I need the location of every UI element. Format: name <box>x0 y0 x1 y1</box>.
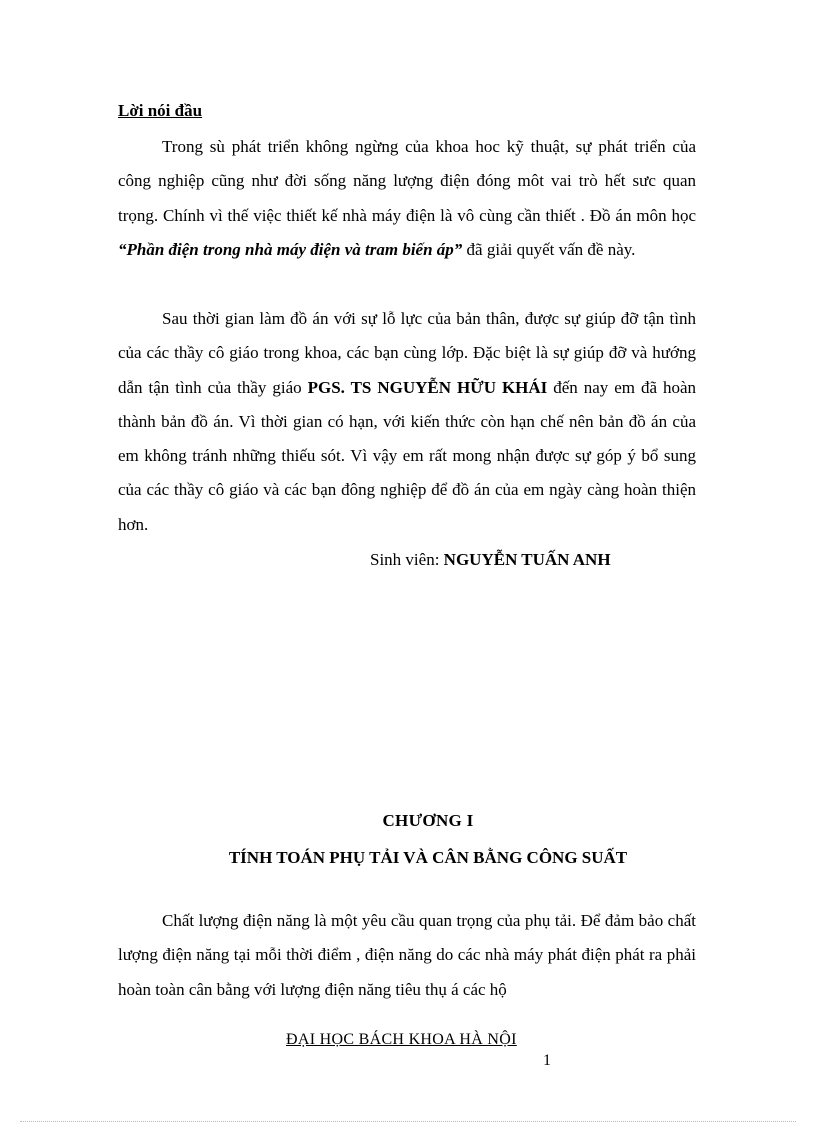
signature-label: Sinh viên: <box>370 550 444 569</box>
chapter-title <box>0 848 816 868</box>
chapter-number <box>0 811 816 831</box>
preface-heading: Lời nói đầu <box>118 101 203 120</box>
preface-paragraph-2 <box>118 302 696 542</box>
chapter-title-text: TÍNH TOÁN PHỤ TẢI VÀ CÂN BẰNG CÔNG SUẤT <box>228 848 628 867</box>
footer-university: ĐẠI HỌC BÁCH KHOA HÀ NỘI <box>286 1031 517 1048</box>
signature-line <box>370 543 611 577</box>
text-run: đến nay em đã hoàn thành bản đồ án. Vì thời gian có hạn, với kiến thức còn hạn chế nên bản đồ án của em không tránh những thiếu sót. Vì vậy em rất mong nhận được sự góp ý bổ sung của các thầy cô giáo và các bạn đông nghiệp để đồ án của em ngày càng hoàn thiện hơn. <box>118 377 697 534</box>
page-bottom-divider <box>20 1121 796 1122</box>
preface-paragraph-1 <box>118 130 696 267</box>
signature-name: NGUYỄN TUẤN ANH <box>443 550 611 569</box>
text-run: Sau thời gian làm đồ án với sự lỗ lực của bản thân, được sự giúp đỡ tận tình của các thầy cô giáo trong khoa, các bạn cùng lớp. Đặc biệt là sự giúp đỡ và hướng dẫn tận tình của thầy giáo <box>118 309 696 397</box>
text-run: PGS. TS NGUYỄN HỮU KHÁI <box>307 377 548 397</box>
text-run: đã giải quyết vấn đề này. <box>462 239 636 259</box>
text-run: Chất lượng điện năng là một yêu cầu quan trọng của phụ tải. Để đảm bảo chất lượng điện năng tại mỗi thời điểm , điện năng do các nhà máy phát điện phát ra phải hoàn toàn cân bằng với lượng điện năng tiêu thụ á các hộ <box>118 911 696 999</box>
page-number: 1 <box>543 1052 551 1069</box>
chapter-paragraph-1 <box>118 904 696 1007</box>
text-run: Trong sù phát triển không ngừng của khoa hoc kỹ thuật, sự phát triển của công nghiệp cũng như đời sống năng lượng điện đóng môt vai trò hết sưc quan trọng. Chính vì thế việc thiết kế nhà máy điện là vô cùng cần thiết . Đồ án môn học <box>118 137 696 225</box>
chapter-number-text: CHƯƠNG I <box>382 811 474 830</box>
text-run: “Phần điện trong nhà máy điện và tram biến áp” <box>118 239 463 259</box>
